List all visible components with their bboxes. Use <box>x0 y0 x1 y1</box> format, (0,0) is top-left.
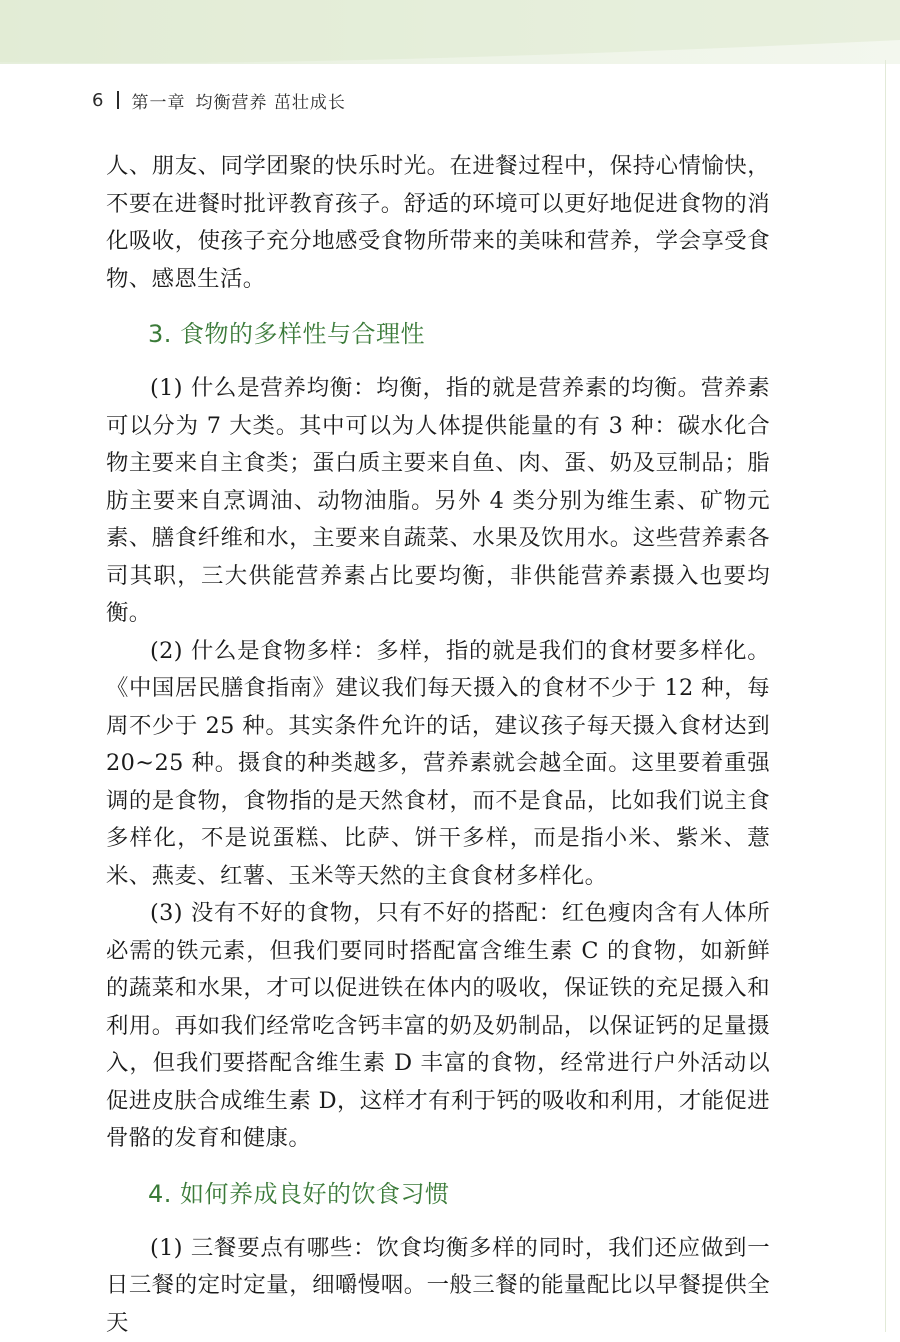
paragraph-nutrition-balance: (1) 什么是营养均衡：均衡，指的就是营养素的均衡。营养素可以分为 7 大类。其中可以为人体提供能量的有 3 种：碳水化合物主要来自主食类；蛋白质主要来自鱼、肉、蛋、奶及豆制品；脂肪主要来自烹调油、动物油脂。另外 4 类分别为维生素、矿物元素、膳食纤维和水，主要来自蔬菜、水果及饮用水。这些营养素各司其职，三大供能营养素占比要均衡，非供能营养素摄入也要均衡。 <box>106 370 770 633</box>
section-heading-3: 3. 食物的多样性与合理性 <box>148 314 770 354</box>
page-body <box>106 148 770 1342</box>
paragraph-food-pairing: (3) 没有不好的食物，只有不好的搭配：红色瘦肉含有人体所必需的铁元素，但我们要同时搭配富含维生素 C 的食物，如新鲜的蔬菜和水果，才可以促进铁在体内的吸收，保证铁的充足摄入和利用。再如我们经常吃含钙丰富的奶及奶制品，以保证钙的足量摄入，但我们要搭配含维生素 D 丰富的食物，经常进行户外活动以促进皮肤合成维生素 D，这样才有利于钙的吸收和利用，才能促进骨骼的发育和健康。 <box>106 895 770 1158</box>
running-head <box>92 88 346 112</box>
header-separator <box>117 91 119 109</box>
paragraph-food-diversity: (2) 什么是食物多样：多样，指的就是我们的食材要多样化。《中国居民膳食指南》建议我们每天摄入的食材不少于 12 种，每周不少于 25 种。其实条件允许的话，建议孩子每天摄入食材达到 20~25 种。摄食的种类越多，营养素就会越全面。这里要着重强调的是食物，食物指的是天然食材，而不是食品，比如我们说主食多样化，不是说蛋糕、比萨、饼干多样，而是指小米、紫米、薏米、燕麦、红薯、玉米等天然的主食食材多样化。 <box>106 633 770 896</box>
chapter-number: 第一章 <box>131 88 185 113</box>
section-heading-4: 4. 如何养成良好的饮食习惯 <box>148 1174 770 1214</box>
page-edge-line <box>885 60 886 1332</box>
header-decoration <box>0 0 900 70</box>
paragraph-continued: 人、朋友、同学团聚的快乐时光。在进餐过程中，保持心情愉快，不要在进餐时批评教育孩子。舒适的环境可以更好地促进食物的消化吸收，使孩子充分地感受食物所带来的美味和营养，学会享受食物、感恩生活。 <box>106 148 770 298</box>
chapter-title: 均衡营养 茁壮成长 <box>195 88 345 113</box>
page-number: 6 <box>92 90 103 111</box>
paragraph-three-meals: (1) 三餐要点有哪些：饮食均衡多样的同时，我们还应做到一日三餐的定时定量，细嚼慢咽。一般三餐的能量配比以早餐提供全天 <box>106 1230 770 1342</box>
